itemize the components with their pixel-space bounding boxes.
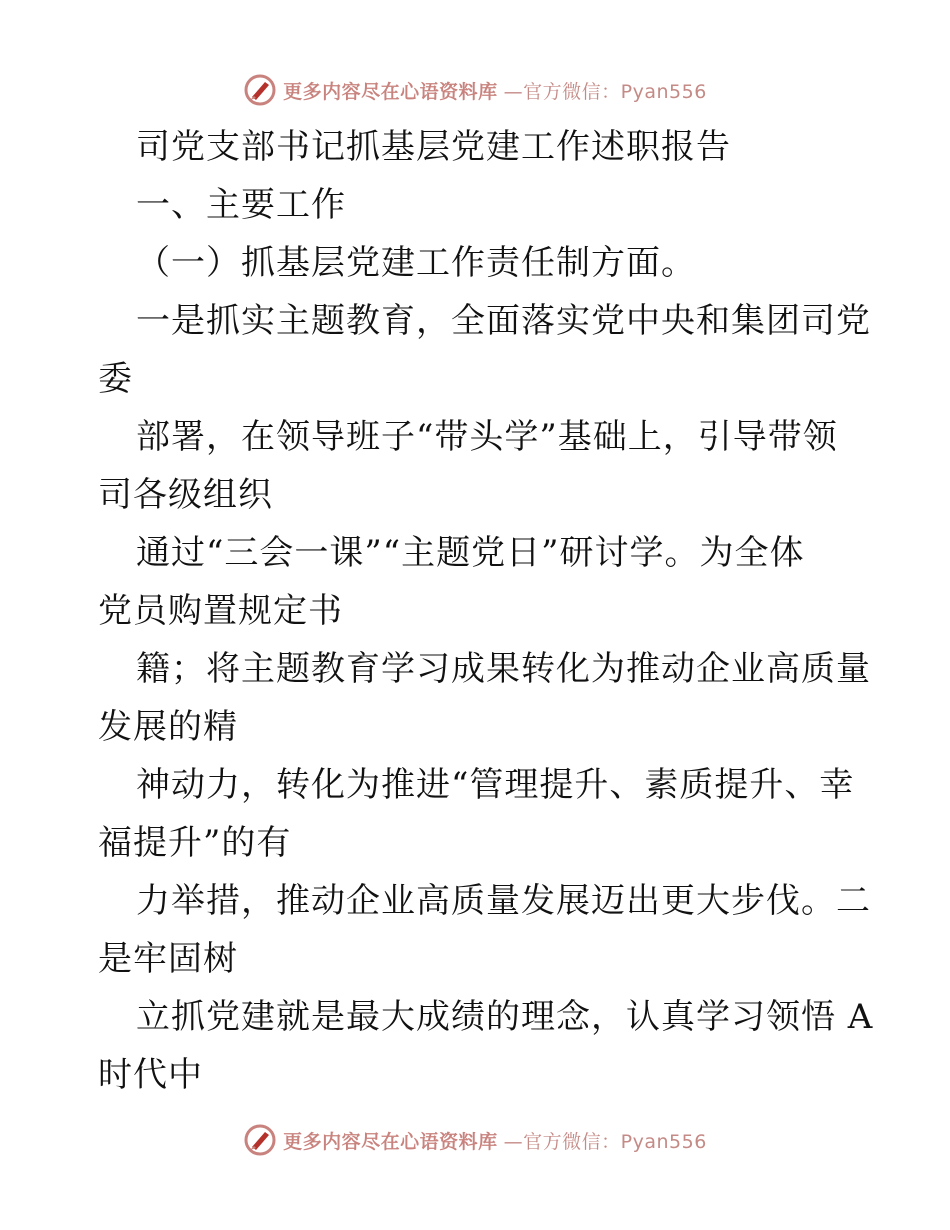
watermark-banner-bottom xyxy=(0,1120,950,1160)
paragraph-line: 是牢固树 xyxy=(98,939,238,979)
paragraph-line: 党员购置规定书 xyxy=(98,591,343,631)
paragraph-line: 立抓党建就是最大成绩的理念，认真学习领悟 A xyxy=(136,997,874,1037)
document-title: 司党支部书记抓基层党建工作述职报告 xyxy=(136,127,731,167)
brush-logo-icon xyxy=(243,1123,277,1157)
watermark-text: 更多内容尽在心语资料库 xyxy=(283,1130,498,1153)
subsection-heading: （一）抓基层党建工作责任制方面。 xyxy=(136,243,696,283)
paragraph-line: 神动力，转化为推进“管理提升、素质提升、幸 xyxy=(136,765,855,805)
document-body xyxy=(98,118,874,1104)
watermark-text: 更多内容尽在心语资料库 xyxy=(283,80,498,103)
paragraph-line: 发展的精 xyxy=(98,707,238,747)
paragraph-line: 一是抓实主题教育，全面落实党中央和集团司党 xyxy=(136,301,871,341)
paragraph-line: 部署，在领导班子“带头学”基础上，引导带领 xyxy=(136,417,838,457)
paragraph-line: 委 xyxy=(98,359,133,399)
paragraph-line: 福提升”的有 xyxy=(98,823,292,863)
paragraph-line: 籍；将主题教育学习成果转化为推动企业高质量 xyxy=(136,649,871,689)
paragraph-line: 力举措，推动企业高质量发展迈出更大步伐。二 xyxy=(136,881,871,921)
paragraph-line: 通过“三会一课”“主题党日”研讨学。为全体 xyxy=(136,533,805,573)
watermark-contact: —官方微信：Pyan556 xyxy=(503,80,707,103)
watermark-banner-top xyxy=(0,70,950,110)
paragraph-line: 时代中 xyxy=(98,1055,203,1095)
section-heading: 一、主要工作 xyxy=(136,185,346,225)
watermark-contact: —官方微信：Pyan556 xyxy=(503,1130,707,1153)
paragraph-line: 司各级组织 xyxy=(98,475,273,515)
brush-logo-icon xyxy=(243,73,277,107)
